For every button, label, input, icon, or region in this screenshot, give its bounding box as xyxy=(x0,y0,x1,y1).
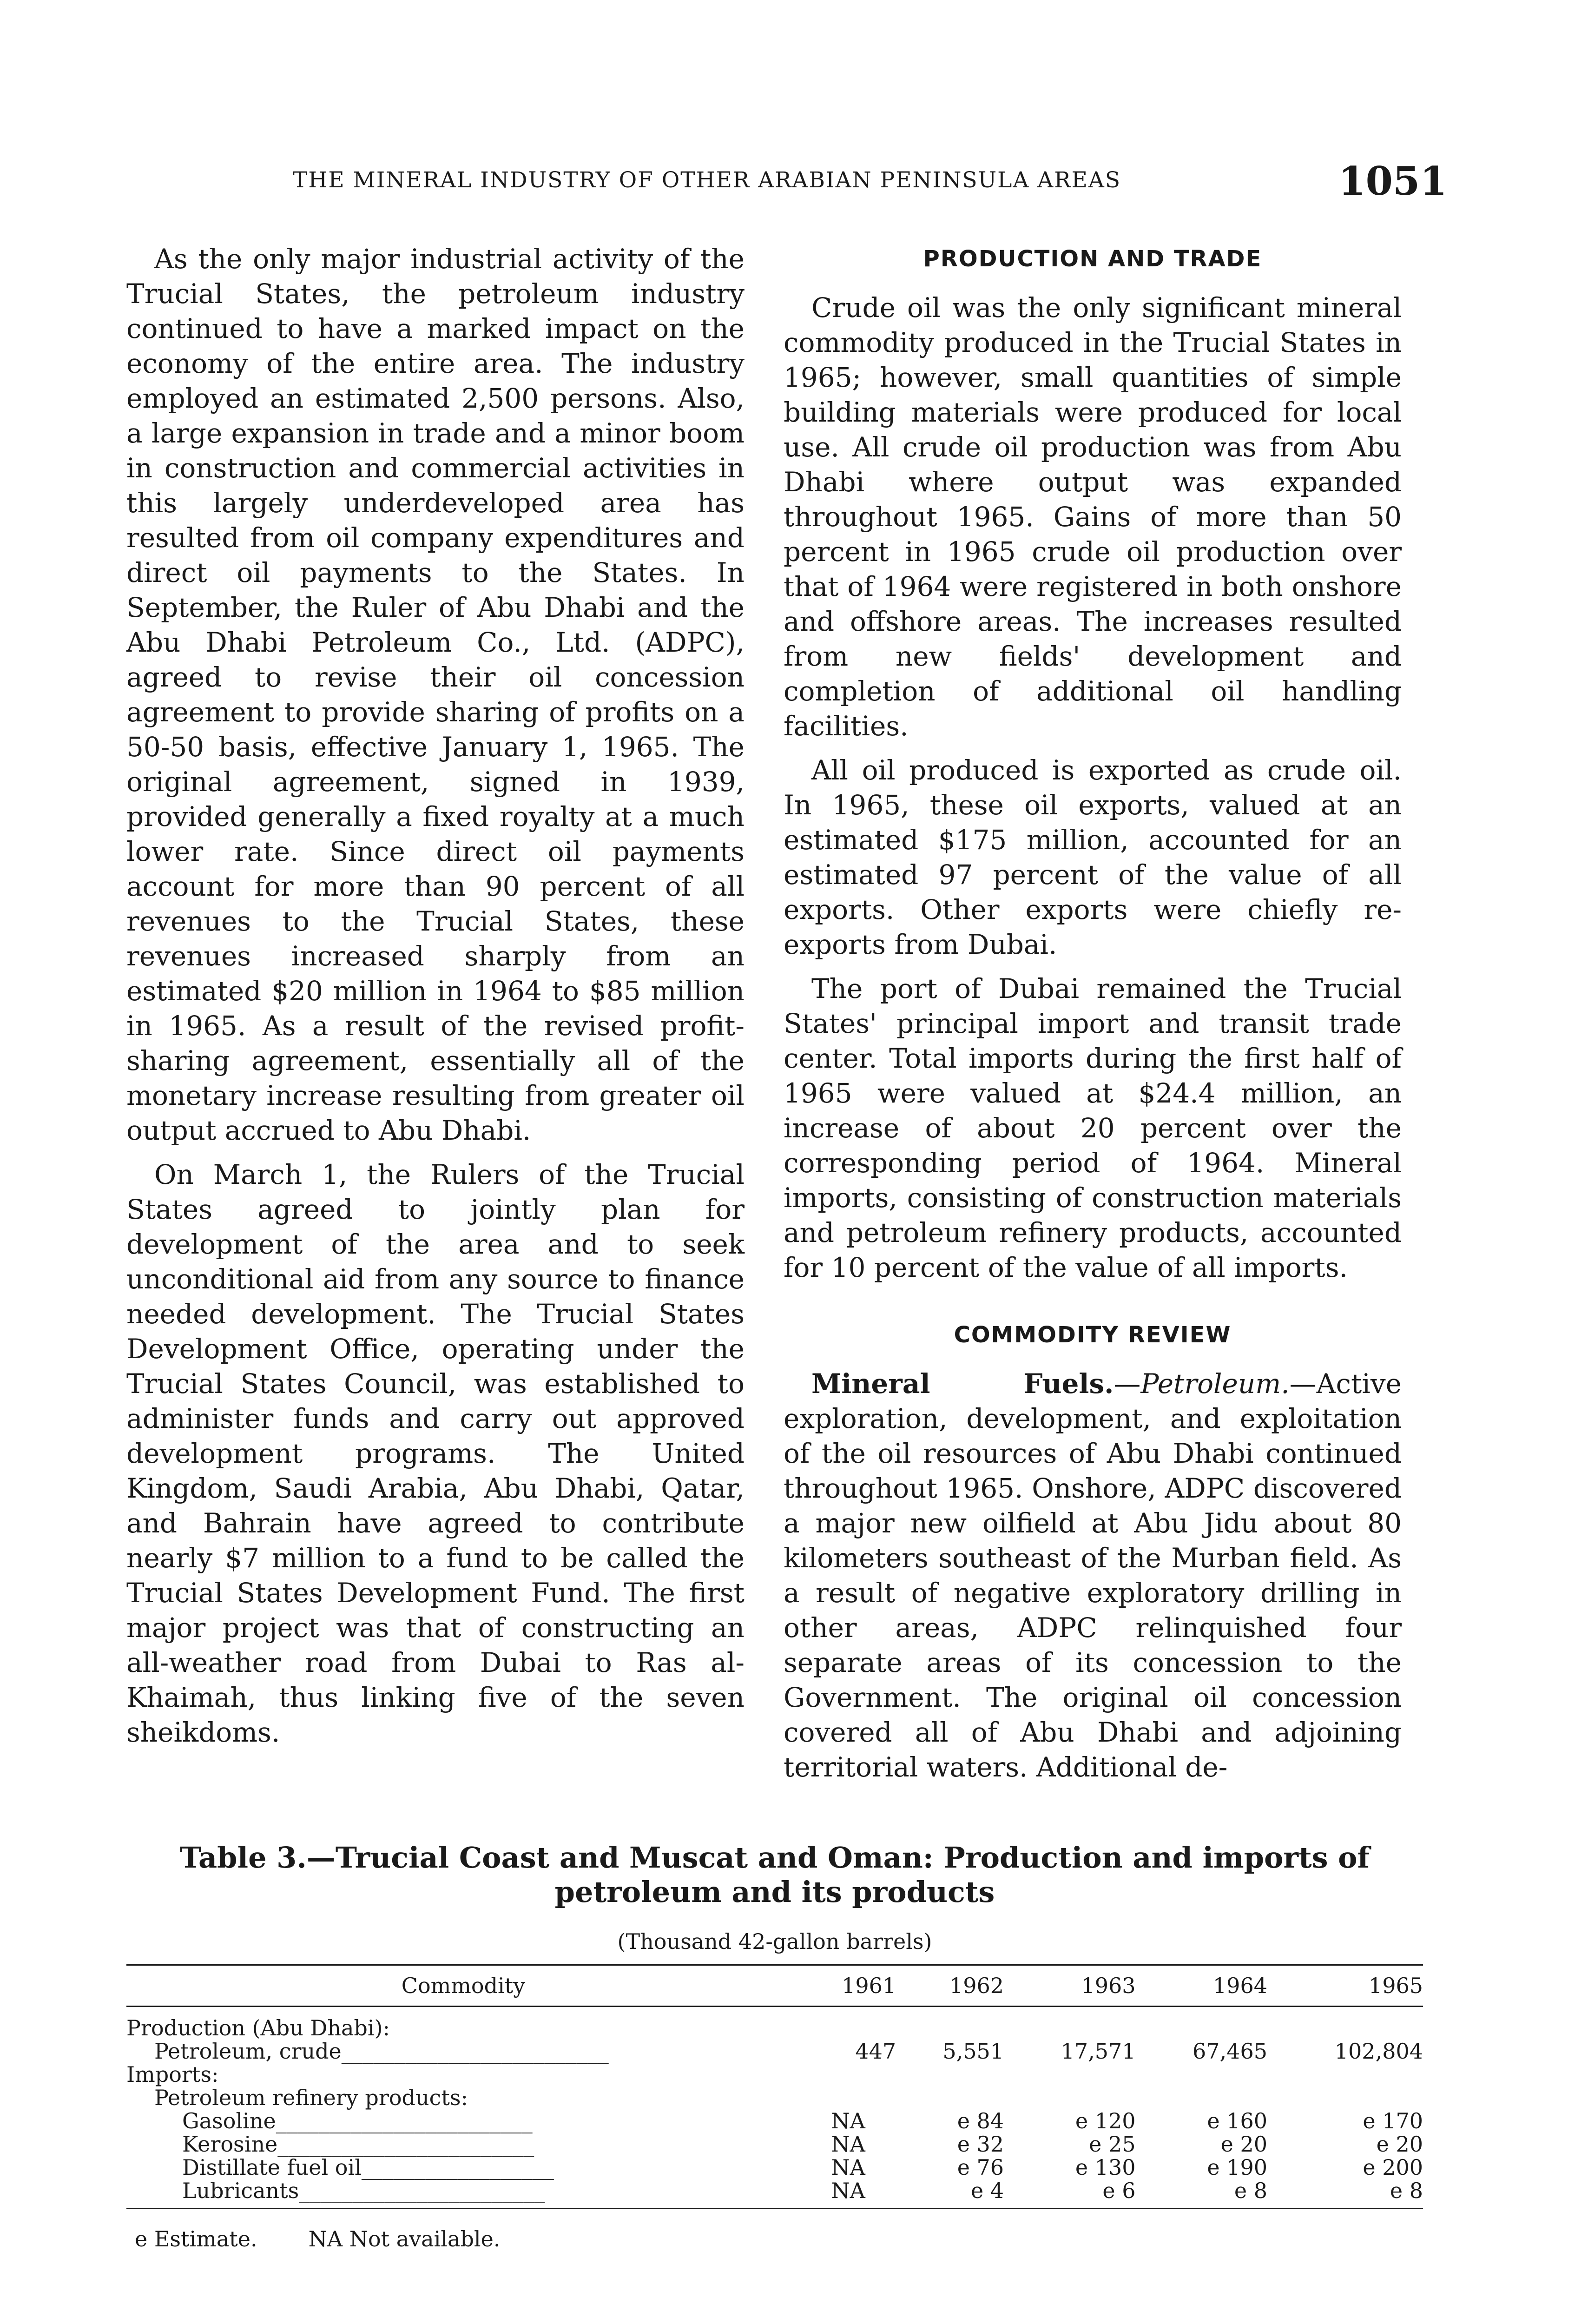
paragraph-development: On March 1, the Rulers of the Trucial States agreed to jointly plan for development of the area and to seek unconditional aid from any source to finance needed development. The Trucial States Development Office, operating under the Trucial States Council, was established to administer funds and carry out approved development programs. The United Kingdom, Saudi Arabia, Abu Dhabi, Qatar, and Bahrain have agreed to contribute nearly $7 million to a fund to be called the Trucial States Development Fund. The first major project was that of constructing an all-weather road from Dubai to Ras al-Khaimah, thus linking five of the seven sheikdoms. xyxy=(126,1159,745,1748)
table-cell: e 200 xyxy=(1363,2155,1423,2180)
row-label: Kerosine________________________ xyxy=(182,2132,534,2157)
table-row xyxy=(126,2156,1423,2179)
table-row xyxy=(126,2179,1423,2209)
paragraph-text: Active exploration, development, and exploitation of the oil resources of Abu Dhabi continued throughout 1965. Onshore, ADPC discovered a major new oilfield at Abu Jidu about 80 kilometers southeast of the Murban field. As a result of negative exploratory drilling in other areas, ADPC relinquished four separate areas of its concession to the Government. The original oil concession covered all of Abu Dhabi and adjoining territorial waters. Additional de- xyxy=(784,1368,1402,1783)
table-footnote xyxy=(135,2226,500,2251)
table-cell: e 20 xyxy=(1220,2132,1267,2157)
column-header-year: 1964 xyxy=(1136,1965,1267,2007)
paragraph-exports: All oil produced is exported as crude oil. In 1965, these oil exports, valued at an estimated $175 million, accounted for an estimated 97 percent of the value of all exports. Other exports were chiefly re-exports from Dubai. xyxy=(784,754,1402,960)
table-cell: e 32 xyxy=(957,2132,1004,2157)
table-cell: e 8 xyxy=(1267,2179,1423,2209)
table-title-line: petroleum and its products xyxy=(554,1875,995,1909)
group-label: Imports: xyxy=(126,2062,219,2087)
table-cell: e 8 xyxy=(1136,2179,1267,2209)
table-cell: e 190 xyxy=(1207,2155,1267,2180)
section-heading-production: PRODUCTION AND TRADE xyxy=(923,246,1262,272)
table-cell: e 170 xyxy=(1363,2108,1423,2133)
table-cell: e 25 xyxy=(1089,2132,1136,2157)
paragraph-economy: As the only major industrial activity of the Trucial States, the petroleum industry continued to have a marked impact on the economy of the entire area. The industry employed an estimated 2,500 persons. Also, a large expansion in trade and a minor boom in construction and commercial activities in this largely underdeveloped area has resulted from oil company expenditures and direct oil payments to the States. In September, the Ruler of Abu Dhabi and the Abu Dhabi Petroleum Co., Ltd. (ADPC), agreed to revise their oil concession agreement to provide sharing of profits on a 50-50 basis, effective January 1, 1965. The original agreement, signed in 1939, provided generally a fixed royalty at a much lower rate. Since direct oil payments account for more than 90 percent of all revenues to the Trucial States, these revenues increased sharply from an estimated $20 million in 1964 to $85 million in 1965. As a result of the revised profit-sharing agreement, essentially all of the monetary increase resulting from greater oil output accrued to Abu Dhabi. xyxy=(126,243,745,1146)
left-column xyxy=(126,242,745,1759)
table-cell: 447 xyxy=(855,2039,896,2064)
row-label: Lubricants_______________________ xyxy=(126,2179,800,2209)
paragraph-mineral-fuels xyxy=(784,1367,1402,1785)
run-in-heading: Mineral Fuels. xyxy=(811,1368,1114,1400)
table-row xyxy=(126,2109,1423,2133)
table-row xyxy=(126,2133,1423,2156)
dash: — xyxy=(1114,1368,1141,1400)
table-cell: 102,804 xyxy=(1334,2039,1423,2064)
table-cell: e 160 xyxy=(1207,2108,1267,2133)
right-column xyxy=(784,242,1402,1794)
subheading-petroleum: Petroleum. xyxy=(1140,1368,1290,1400)
table-cell: NA xyxy=(831,2132,865,2157)
footnote-estimate: e Estimate. xyxy=(135,2226,257,2251)
running-header: THE MINERAL INDUSTRY OF OTHER ARABIAN PENINSULA AREAS xyxy=(293,167,1121,193)
table-cell: e 130 xyxy=(1075,2155,1136,2180)
table-unit: (Thousand 42-gallon barrels) xyxy=(617,1929,932,1954)
table-cell: 17,571 xyxy=(1061,2039,1136,2064)
table-title-line: Table 3.—Trucial Coast and Muscat and Oman: Production and imports of xyxy=(179,1841,1370,1875)
group-label: Production (Abu Dhabi): xyxy=(126,2015,390,2040)
row-label: Petroleum, crude_________________________ xyxy=(154,2039,609,2064)
table-cell: e 76 xyxy=(957,2155,1004,2180)
page-number: 1051 xyxy=(1338,158,1447,204)
column-header-year: 1965 xyxy=(1267,1965,1423,2007)
table-cell: NA xyxy=(831,2155,865,2180)
table-row xyxy=(126,2086,1423,2109)
paragraph-imports: The port of Dubai remained the Trucial States' principal import and transit trade center. Total imports during the first half of 1965 were valued at $24.4 million, an increase of about 20 percent over the corresponding period of 1964. Mineral imports, consisting of construction materials and petroleum refinery products, accounted for 10 percent of the value of all imports. xyxy=(784,973,1402,1283)
table-row xyxy=(126,2063,1423,2086)
subgroup-label: Petroleum refinery products: xyxy=(154,2085,468,2110)
column-header-year: 1962 xyxy=(896,1965,1004,2007)
row-label: Distillate fuel oil__________________ xyxy=(182,2155,554,2180)
table-cell: NA xyxy=(800,2179,896,2209)
table-row xyxy=(126,2040,1423,2063)
column-header-year: 1963 xyxy=(1004,1965,1135,2007)
section-heading-commodity: COMMODITY REVIEW xyxy=(954,1322,1232,1348)
table-cell: 5,551 xyxy=(942,2039,1004,2064)
table-cell: e 120 xyxy=(1075,2108,1136,2133)
row-label: Gasoline________________________ xyxy=(182,2108,533,2133)
column-header-commodity: Commodity xyxy=(126,1965,800,2007)
table-cell: e 4 xyxy=(896,2179,1004,2209)
table-cell: e 84 xyxy=(957,2108,1004,2133)
table-cell: e 6 xyxy=(1004,2179,1135,2209)
table-header-row xyxy=(126,1965,1423,2007)
column-header-year: 1961 xyxy=(800,1965,896,2007)
table-cell: e 20 xyxy=(1376,2132,1423,2157)
petroleum-table xyxy=(126,1964,1423,2209)
table-cell: NA xyxy=(831,2108,865,2133)
footnote-na: NA Not available. xyxy=(308,2226,501,2251)
table-cell: 67,465 xyxy=(1193,2039,1267,2064)
dash: — xyxy=(1289,1368,1317,1400)
table-row xyxy=(126,2007,1423,2040)
paragraph-production: Crude oil was the only significant mineral commodity produced in the Trucial States in 1965; however, small quantities of simple building materials were produced for local use. All crude oil production was from Abu Dhabi where output was expanded throughout 1965. Gains of more than 50 percent in 1965 crude oil production over that of 1964 were registered in both onshore and offshore areas. The increases resulted from new fields' development and completion of additional oil handling facilities. xyxy=(784,292,1402,742)
table-title xyxy=(126,1841,1423,1909)
